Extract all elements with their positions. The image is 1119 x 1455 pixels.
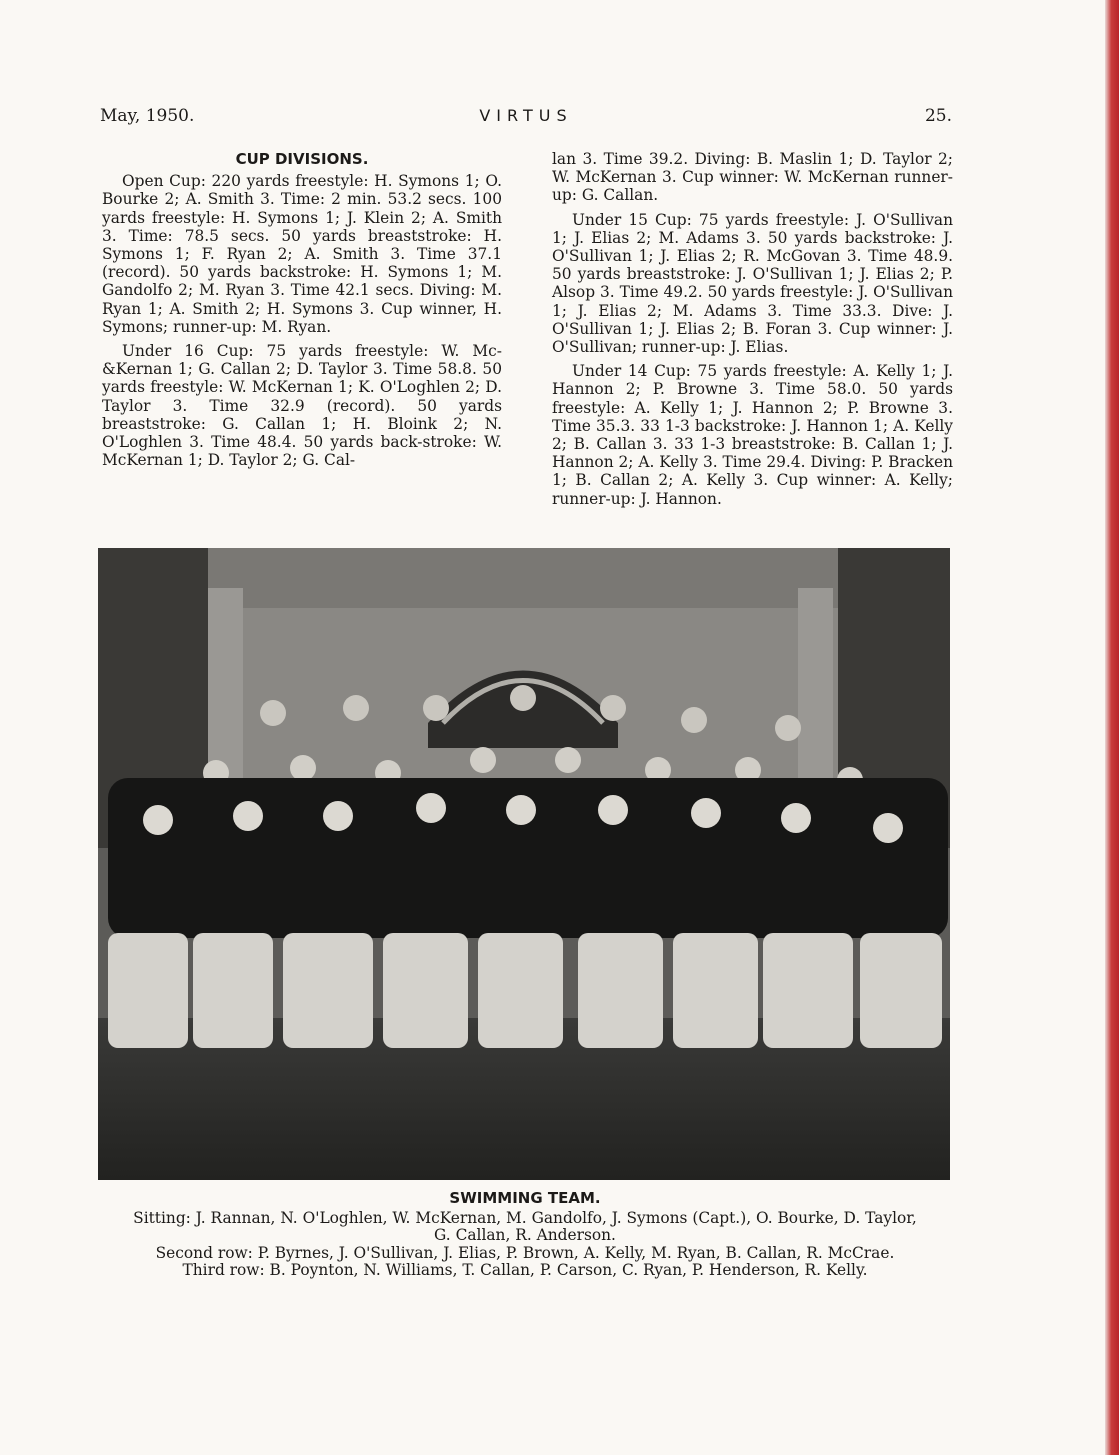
- under-16-continued-paragraph: lan 3. Time 39.2. Diving: B. Maslin 1; D. Taylor 2; W. McKernan 3. Cup winner: W. McKernan runner-up: G. Callan.: [552, 150, 953, 205]
- open-cup-paragraph: Open Cup: 220 yards freestyle: H. Symons 1; O. Bourke 2; A. Smith 3. Time: 2 min. 53.2 secs. 100 yards freestyle: H. Symons 1; J. Klein 2; A. Smith 3. Time: 78.5 secs. 50 yards breaststroke: H. Symons 1; F. Ryan 2; A. Smith 3. Time 37.1 (record). 50 yards backstroke: H. Symons 1; M. Gandolfo 2; M. Ryan 3. Time 42.1 secs. Diving: M. Ryan 1; A. Smith 2; H. Symons 3. Cup winner, H. Symons; runner-up: M. Ryan.: [102, 172, 502, 336]
- caption-heading: SWIMMING TEAM.: [449, 1189, 601, 1207]
- photo-caption: [130, 1190, 920, 1280]
- team-photograph: [98, 548, 950, 1180]
- under-14-paragraph: Under 14 Cup: 75 yards freestyle: A. Kelly 1; J. Hannon 2; P. Browne 3. Time 58.0. 50 yards freestyle: A. Kelly 1; J. Hannon 2; P. Browne 3. Time 35.3. 33 1-3 backstroke: J. Hannon 1; A. Kelly 2; B. Callan 3. 33 1-3 breaststroke: B. Callan 1; J. Hannon 2; A. Kelly 3. Time 29.4. Diving: P. Bracken 1; B. Callan 2; A. Kelly 3. Cup winner: A. Kelly; runner-up: J. Hannon.: [552, 362, 953, 508]
- page-number: 25.: [924, 106, 952, 126]
- magazine-title: VIRTUS: [479, 106, 573, 125]
- under-16-paragraph: Under 16 Cup: 75 yards freestyle: W. Mc-&Kernan 1; G. Callan 2; D. Taylor 3. Time 58.8. 50 yards freestyle: W. McKernan 1; K. O'Loghlen 2; D. Taylor 3. Time 32.9 (record). 50 yards breaststroke: G. Callan 1; H. Bloink 2; N. O'Loghlen 3. Time 48.4. 50 yards back-stroke: W. McKernan 1; D. Taylor 2; G. Cal-: [102, 342, 502, 470]
- page-edge: [1105, 0, 1119, 1455]
- caption-third-row: Third row: B. Poynton, N. Williams, T. Callan, P. Carson, C. Ryan, P. Henderson, R. Kelly.: [182, 1261, 868, 1280]
- photo-illustration: [98, 548, 950, 1180]
- left-column: [102, 150, 502, 475]
- section-heading: CUP DIVISIONS.: [235, 150, 369, 168]
- caption-sitting: Sitting: J. Rannan, N. O'Loghlen, W. McKernan, M. Gandolfo, J. Symons (Capt.), O. Bourke, D. Taylor, G. Callan, R. Anderson.: [133, 1208, 917, 1245]
- issue-date: May, 1950.: [100, 106, 195, 126]
- right-column: [552, 150, 953, 514]
- running-header: [100, 106, 952, 130]
- caption-second-row: Second row: P. Byrnes, J. O'Sullivan, J. Elias, P. Brown, A. Kelly, M. Ryan, B. Callan, R. McCrae.: [155, 1243, 895, 1262]
- under-15-paragraph: Under 15 Cup: 75 yards freestyle: J. O'Sullivan 1; J. Elias 2; M. Adams 3. 50 yards backstroke: J. O'Sullivan 1; J. Elias 2; R. McGovan 3. Time 48.9. 50 yards breaststroke: J. O'Sullivan 1; J. Elias 2; P. Alsop 3. Time 49.2. 50 yards freestyle: J. O'Sullivan 1; J. Elias 2; M. Adams 3. Time 33.3. Dive: J. O'Sullivan 1; J. Elias 2; B. Foran 3. Cup winner: J. O'Sullivan; runner-up: J. Elias.: [552, 210, 953, 357]
